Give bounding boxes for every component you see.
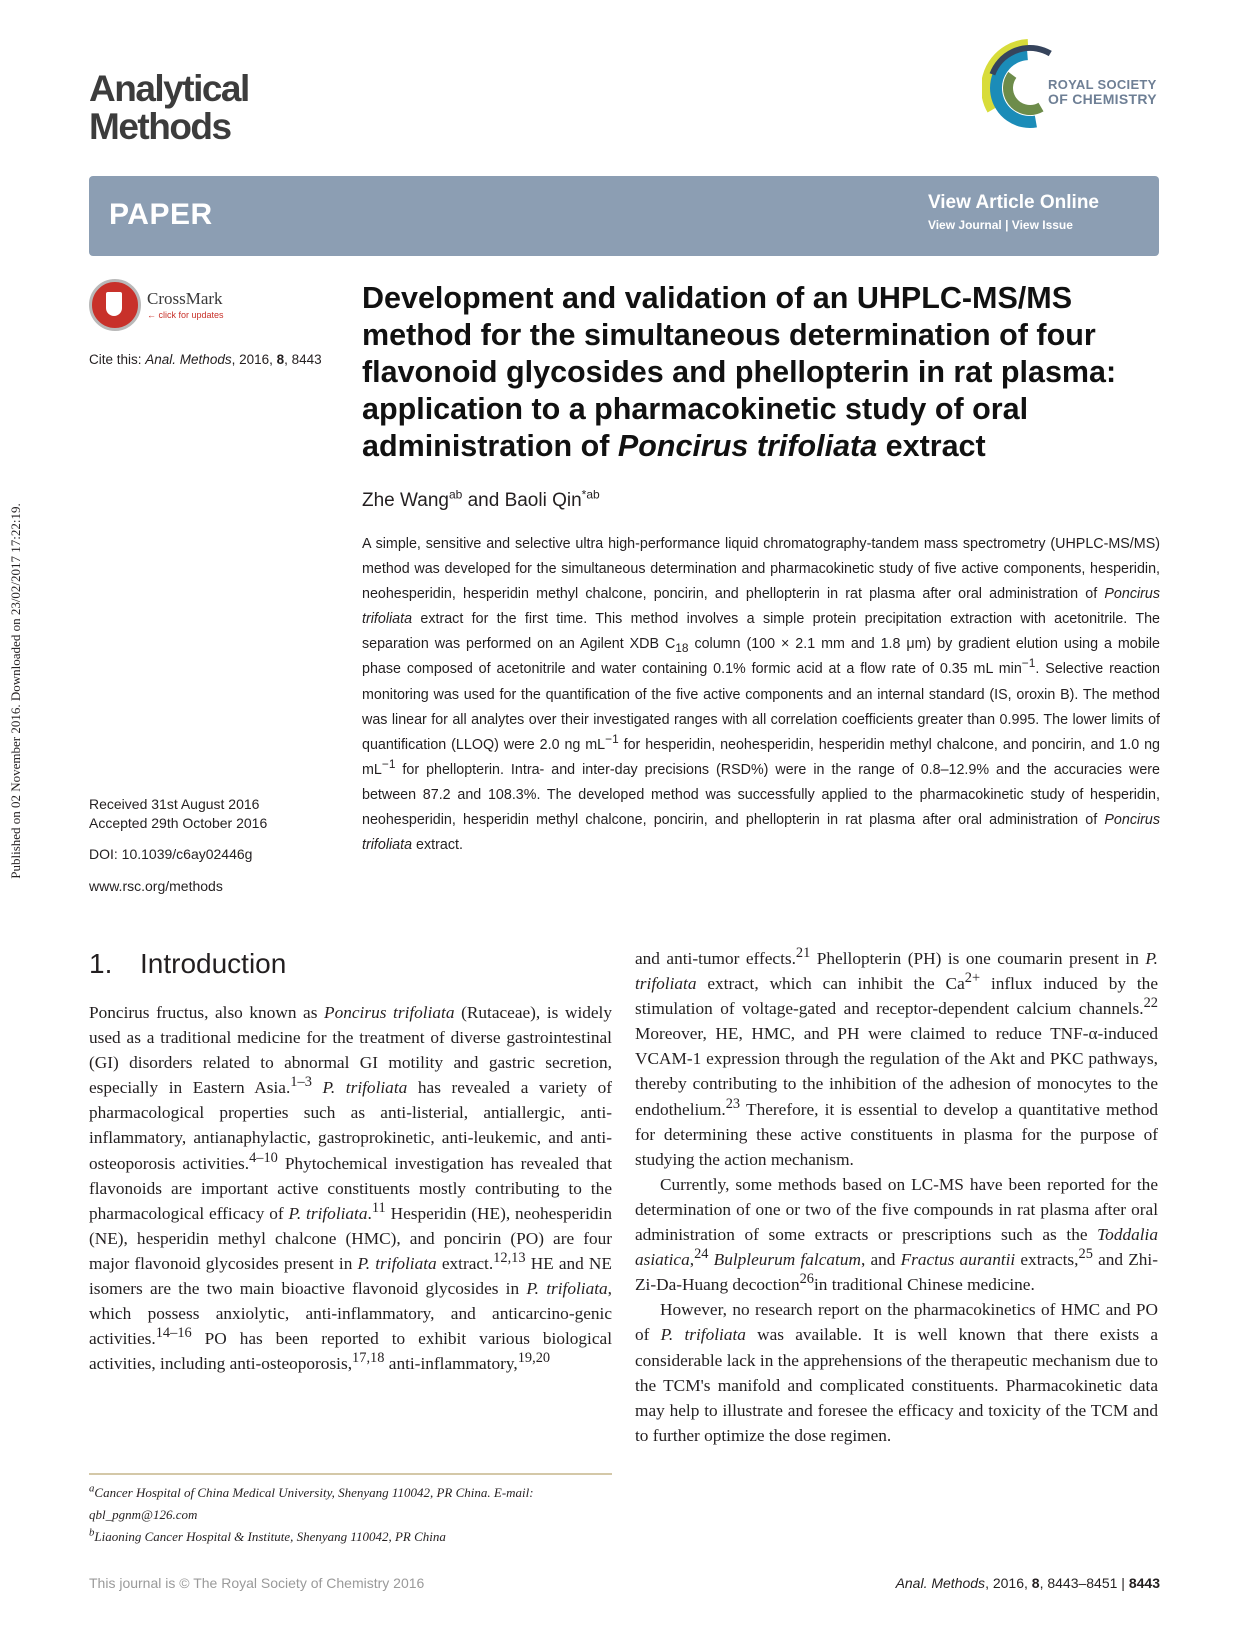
reference-link[interactable]: 11 (371, 1199, 386, 1216)
authors (362, 487, 600, 512)
footer-citation: Anal. Methods, 2016, 8, 8443–8451 | 8443 (895, 1575, 1160, 1591)
section-title: Introduction (140, 948, 287, 979)
reference-link[interactable]: 17,18 (352, 1350, 385, 1367)
reference-link[interactable]: 12,13 (493, 1250, 526, 1267)
footnote-divider (89, 1473, 612, 1475)
doi[interactable]: DOI: 10.1039/c6ay02446g (89, 846, 253, 862)
page-number: 8443 (1128, 1575, 1160, 1591)
reference-link[interactable]: 4–10 (249, 1149, 278, 1166)
citation-year: , 2016, (231, 352, 277, 367)
reference-link[interactable]: 19,20 (517, 1350, 551, 1367)
citation-label: Cite this: (89, 352, 146, 367)
view-journal-link[interactable]: View Journal (927, 218, 1002, 232)
paragraph: However, no research report on the pharmacokinetics of HMC and PO of P. trifoliata was available. It is well known that there exists a considerable lack in the apprehensions of the therapeutic mechanism due to the TCM's manifold and complicated constituents. Pharmacokinetic data may help to illustrate and foresee the efficacy and toxicity of the TCM and to further optimize the dose regimen. (635, 1300, 1158, 1445)
section-number: 1. (89, 948, 113, 979)
rsc-c-logo-icon (982, 36, 1052, 148)
author-affiliation: *ab (581, 487, 600, 502)
crossmark-icon (89, 279, 141, 331)
reference-link[interactable]: 23 (725, 1095, 741, 1112)
rsc-wordmark (1048, 78, 1157, 106)
article-banner (89, 176, 1159, 256)
affiliation-footnotes (89, 1482, 612, 1548)
view-issue-link[interactable]: View Issue (1011, 218, 1073, 232)
accepted-date: Accepted 29th October 2016 (89, 815, 268, 831)
body-column-left (89, 1000, 612, 1376)
body-column-right (635, 946, 1158, 1448)
author-name[interactable]: Zhe Wang (362, 490, 449, 511)
journal-title-line2: Methods (89, 106, 231, 147)
banner-links (928, 192, 1099, 232)
citation-page: , 8443 (284, 352, 322, 367)
reference-link[interactable]: 22 (1143, 995, 1158, 1012)
reference-link[interactable]: 26 (799, 1271, 814, 1288)
rsc-logo[interactable] (990, 36, 1160, 148)
paragraph: and anti-tumor effects.$^{21}$ Phellopterin (PH) is one coumarin present in P. trifoliata extract, which can inhibit the $Ca^{2+}$ influx induced by the stimulation of voltage-gated and receptor-dependent calcium channels.$^{22}$ Moreover, HE, HMC, and PH were claimed to reduce TNF-α-induced VCAM-1 expression through the regulation of the Akt and PKC pathways, thereby contributing to the inhibition of the adhesion of monocytes to the endothelium.$^{23}$ Therefore, it is essential to develop a quantitative method for determining these active constituents in plasma for the purpose of studying the action mechanism. (635, 945, 1158, 1169)
title-line: Development and validation of an UHPLC-MS/MS (362, 281, 1073, 315)
rsc-wordmark-line2: OF CHEMISTRY (1048, 91, 1157, 107)
citation-journal: Anal. Methods (145, 352, 232, 367)
reference-link[interactable]: 24 (694, 1246, 709, 1263)
received-date: Received 31st August 2016 (89, 796, 260, 812)
rsc-wordmark-line1: ROYAL SOCIETY (1048, 77, 1157, 92)
title-line: administration of Poncirus trifoliata extract (362, 429, 986, 463)
download-stamp (6, 442, 26, 940)
paragraph: Currently, some methods based on LC-MS have been reported for the determination of one or two of the five compounds in rat plasma after oral administration of some extracts or prescriptions such as the Toddalia asiatica,$^{24}$ Bulpleurum falcatum, and Fractus aurantii extracts,$^{25}$ and Zhi-Zi-Da-Huang decoction$^{26}$in traditional Chinese medicine. (635, 1174, 1158, 1295)
citation (89, 352, 322, 367)
reference-link[interactable]: 25 (1078, 1246, 1093, 1263)
paragraph: Poncirus fructus, also known as Poncirus trifoliata (Rutaceae), is widely used as a traditional medicine for the treatment of diverse gastrointestinal (GI) disorders related to abnormal GI motility and gastric secretion, especially in Eastern Asia.$^{1-3}$ P. trifoliata has revealed a variety of pharmacological properties such as anti-listerial, antiallergic, anti-inflammatory, antianaphylactic, gastroprokinetic, anti-leukemic, and anti-osteoporosis activities.$^{4-10}$ Phytochemical investigation has revealed that flavonoids are important active constituents mostly contributing to the pharmacological efficacy of P. trifoliata.$^{11}$ Hesperidin (HE), neohesperidin (NE), hesperidin methyl chalcone (HMC), and poncirin (PO) are four major flavonoid glycosides present in P. trifoliata extract.$^{12,13}$ HE and NE isomers are the two main bioactive flavonoid glycosides in P. trifoliata, which possess anxiolytic, anti-inflammatory, and anticarcino-genic activities.$^{14-16}$ PO has been reported to exhibit various biological activities, including anti-osteoporosis,$^{17,18}$ anti-inflammatory,$^{19,20}$ (89, 1003, 613, 1374)
journal-title[interactable] (89, 70, 249, 146)
article-type: PAPER (109, 198, 213, 231)
reference-link[interactable]: 1–3 (290, 1074, 312, 1091)
crossmark-button[interactable] (89, 279, 249, 333)
article-dates (89, 795, 267, 833)
footer-copyright: This journal is © The Royal Society of Chemistry 2016 (89, 1575, 425, 1591)
link-separator: | (1001, 218, 1012, 232)
article-title (362, 280, 1162, 465)
title-line: flavonoid glycosides and phellopterin in rat plasma: (362, 355, 1117, 389)
title-species: Poncirus trifoliata (617, 429, 878, 463)
footnote: $^b$Liaoning Cancer Hospital & Institute, Shenyang 110042, PR China (89, 1526, 446, 1544)
title-line: method for the simultaneous determination of four (362, 318, 1096, 352)
footnote: $^a$Cancer Hospital of China Medical University, Shenyang 110042, PR China. E-mail: qbl_pgnm@126.com (89, 1482, 534, 1522)
journal-website-link[interactable]: www.rsc.org/methods (89, 878, 223, 894)
author-name[interactable]: and Baoli Qin (462, 490, 582, 511)
reference-link[interactable]: 21 (795, 945, 811, 962)
journal-title-line1: Analytical (89, 68, 249, 109)
abstract: A simple, sensitive and selective ultra high-performance liquid chromatography-tandem mass spectrometry (UHPLC-MS/MS) method was developed for the simultaneous determination and pharmacokinetic study of five active components, hesperidin, neohesperidin, hesperidin methyl chalcone, poncirin, and phellopterin in rat plasma after oral administration of Poncirus trifoliata extract for the first time. This method involves a simple protein precipitation extraction with acetonitrile. The separation was performed on an Agilent XDB $C_{18}$ column (100 × 2.1 mm and 1.8 μm) by gradient elution using a mobile phase composed of acetonitrile and water containing 0.1% formic acid at a flow rate of 0.35 mL $\min^{-1}$. Selective reaction monitoring was used for the quantification of the five active components and an internal standard (IS, oroxin B). The method was linear for all analytes over their investigated ranges with all correlation coefficients greater than 0.995. The lower limits of quantification (LLOQ) were 2.0 ng $mL^{-1}$ for hesperidin, neohesperidin, hesperidin methyl chalcone, and poncirin, and 1.0 ng $mL^{-1}$ for phellopterin. Intra- and inter-day precisions (RSD%) were in the range of 0.8–12.9% and the accuracies were between 87.2 and 108.3%. The developed method was successfully applied to the pharmacokinetic study of hesperidin, neohesperidin, hesperidin methyl chalcone, poncirin, and phellopterin in rat plasma after oral administration of Poncirus trifoliata extract. (362, 536, 1160, 854)
download-stamp-text: Published on 02 November 2016. Downloaded on 23/02/2017 17:22:19. (8, 503, 23, 879)
reference-link[interactable]: 14–16 (155, 1325, 192, 1342)
view-article-online-link[interactable]: View Article Online (927, 192, 1099, 213)
crossmark-sublabel: ← click for updates (147, 310, 224, 320)
author-affiliation: ab (448, 487, 463, 502)
crossmark-label: CrossMark (147, 289, 223, 308)
section-heading (89, 948, 286, 980)
title-line: application to a pharmacokinetic study of oral (362, 392, 1029, 426)
citation-volume: 8 (276, 352, 285, 367)
